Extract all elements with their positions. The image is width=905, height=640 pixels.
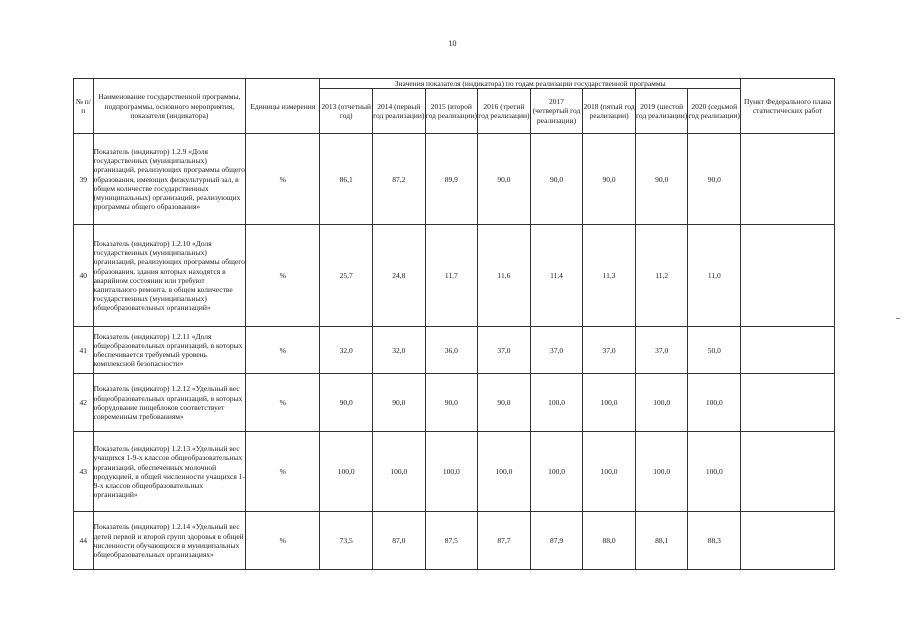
- header-year-2020: 2020 (седьмой год реализации): [688, 89, 741, 134]
- table-row: [74, 327, 835, 374]
- header-unit: Единицы измерения: [246, 79, 320, 134]
- header-year-2019: 2019 (шестой год реализации): [635, 89, 688, 134]
- value-2017: 100,0: [530, 374, 583, 432]
- row-number: 41: [74, 327, 94, 374]
- header-row-1: [74, 79, 835, 89]
- value-2015: 11,7: [425, 225, 478, 327]
- value-2019: 100,0: [635, 374, 688, 432]
- value-2019: 88,1: [635, 512, 688, 570]
- value-2019: 37,0: [635, 327, 688, 374]
- margin-mark: [896, 318, 900, 319]
- value-2020: 11,0: [688, 225, 741, 327]
- stat-plan-cell: [741, 374, 835, 432]
- value-2016: 87,7: [478, 512, 531, 570]
- indicator-unit: %: [246, 512, 320, 570]
- value-2013: 73,5: [320, 512, 373, 570]
- value-2016: 100,0: [478, 432, 531, 512]
- indicator-name: Показатель (индикатор) 1.2.14 «Удельный вес детей первой и второй групп здоровья в общей численности обучающихся в муниципальных общеобразовательных организациях»: [93, 512, 246, 570]
- header-year-2016: 2016 (третий год реализации): [478, 89, 531, 134]
- indicator-unit: %: [246, 225, 320, 327]
- value-2018: 100,0: [583, 374, 636, 432]
- stat-plan-cell: [741, 327, 835, 374]
- row-number: 44: [74, 512, 94, 570]
- row-number: 42: [74, 374, 94, 432]
- stat-plan-cell: [741, 432, 835, 512]
- value-2016: 90,0: [478, 134, 531, 225]
- stat-plan-cell: [741, 512, 835, 570]
- table-row: [74, 225, 835, 327]
- value-2018: 90,0: [583, 134, 636, 225]
- table-row: [74, 134, 835, 225]
- header-year-2018: 2018 (пятый год реализации): [583, 89, 636, 134]
- value-2013: 100,0: [320, 432, 373, 512]
- value-2020: 90,0: [688, 134, 741, 225]
- value-2015: 90,0: [425, 374, 478, 432]
- value-2019: 90,0: [635, 134, 688, 225]
- value-2014: 100,0: [372, 432, 425, 512]
- value-2013: 25,7: [320, 225, 373, 327]
- value-2017: 87,9: [530, 512, 583, 570]
- header-year-2014: 2014 (первый год реализации): [372, 89, 425, 134]
- value-2018: 88,0: [583, 512, 636, 570]
- value-2019: 11,2: [635, 225, 688, 327]
- table-row: [74, 374, 835, 432]
- indicator-unit: %: [246, 432, 320, 512]
- value-2015: 89,9: [425, 134, 478, 225]
- value-2020: 88,3: [688, 512, 741, 570]
- value-2014: 90,0: [372, 374, 425, 432]
- header-year-2013: 2013 (отчетный год): [320, 89, 373, 134]
- value-2019: 100,0: [635, 432, 688, 512]
- value-2014: 32,0: [372, 327, 425, 374]
- row-number: 43: [74, 432, 94, 512]
- value-2013: 90,0: [320, 374, 373, 432]
- indicator-name: Показатель (индикатор) 1.2.13 «Удельный вес учащихся 1-9-х классов общеобразовательных организаций, обеспеченных молочной продукцией, в общей численности учащихся 1-9-х классов общеобразовательных организаций»: [93, 432, 246, 512]
- value-2016: 37,0: [478, 327, 531, 374]
- value-2017: 90,0: [530, 134, 583, 225]
- header-values-group: Значения показателя (индикатора) по годам реализации государственной программы: [320, 79, 741, 89]
- value-2017: 37,0: [530, 327, 583, 374]
- value-2020: 100,0: [688, 432, 741, 512]
- header-year-2015: 2015 (второй год реализации): [425, 89, 478, 134]
- header-stat-plan: Пункт Федерального плана статистических работ: [741, 79, 835, 134]
- value-2020: 100,0: [688, 374, 741, 432]
- stat-plan-cell: [741, 134, 835, 225]
- header-name: Наименование государственной программы, подпрограммы, основного мероприятия, показателя (индикатора): [93, 79, 246, 134]
- indicator-unit: %: [246, 374, 320, 432]
- table-row: [74, 512, 835, 570]
- value-2020: 50,0: [688, 327, 741, 374]
- indicator-name: Показатель (индикатор) 1.2.9 «Доля государственных (муниципальных) организаций, реализующих программы общего образования, имеющих физкультурный зал, в общем количестве государственных (муниципальных) организаций, реализующих программы общего образования»: [93, 134, 246, 225]
- value-2018: 11,3: [583, 225, 636, 327]
- header-num: № п/п: [74, 79, 94, 134]
- page-number: 10: [448, 39, 457, 48]
- indicator-name: Показатель (индикатор) 1.2.12 «Удельный вес общеобразовательных организаций, в которых оборудование пищеблоков соответствует современным требованиям»: [93, 374, 246, 432]
- row-number: 39: [74, 134, 94, 225]
- table-body: [74, 134, 835, 570]
- indicator-name: Показатель (индикатор) 1.2.10 «Доля государственных (муниципальных) организаций, реализующих программы общего образования, здания которых находятся в аварийном состоянии или требуют капитального ремонта, в общем количестве государственных (муниципальных) общеобразовательных организаций»: [93, 225, 246, 327]
- value-2017: 11,4: [530, 225, 583, 327]
- indicator-unit: %: [246, 134, 320, 225]
- value-2016: 90,0: [478, 374, 531, 432]
- value-2018: 37,0: [583, 327, 636, 374]
- value-2015: 36,0: [425, 327, 478, 374]
- table-row: [74, 432, 835, 512]
- value-2014: 87,2: [372, 134, 425, 225]
- value-2013: 32,0: [320, 327, 373, 374]
- value-2014: 87,0: [372, 512, 425, 570]
- indicator-table: [73, 78, 835, 570]
- indicator-unit: %: [246, 327, 320, 374]
- value-2015: 100,0: [425, 432, 478, 512]
- value-2015: 87,5: [425, 512, 478, 570]
- row-number: 40: [74, 225, 94, 327]
- header-year-2017: 2017 (четвертый год реализации): [530, 89, 583, 134]
- value-2016: 11,6: [478, 225, 531, 327]
- value-2018: 100,0: [583, 432, 636, 512]
- value-2013: 86,1: [320, 134, 373, 225]
- value-2017: 100,0: [530, 432, 583, 512]
- indicator-name: Показатель (индикатор) 1.2.11 «Доля общеобразовательных организаций, в которых обеспечивается требуемый уровень комплексной безопасности»: [93, 327, 246, 374]
- value-2014: 24,8: [372, 225, 425, 327]
- stat-plan-cell: [741, 225, 835, 327]
